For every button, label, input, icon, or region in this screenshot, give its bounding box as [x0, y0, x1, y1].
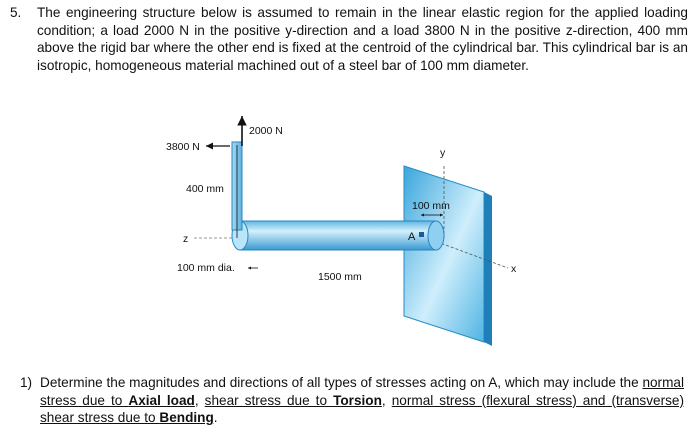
- question-block: [20, 374, 684, 427]
- rigid-arm: [232, 142, 242, 238]
- load-y-label: 2000 N: [249, 125, 283, 137]
- torsion-term: Torsion: [333, 392, 382, 408]
- problem-text: The engineering structure below is assumed to remain in the linear elastic region for the applied loading condition; a load 2000 N in the positive y-direction and a load 3800 N in the positive z-direction, 400 mm above the rigid bar where the other end is fixed at the centroid of the cylindrical bar. This cylindrical bar is an isotropic, homogeneous material machined out of a steel bar of 100 mm diameter.: [37, 5, 688, 73]
- fixed-wall: [404, 166, 492, 346]
- axial-stress-text: normal stress due to Axial load: [40, 375, 684, 408]
- question-intro: Determine the magnitudes and directions of all types of stresses acting on A, which may include the: [40, 375, 643, 390]
- axial-load-term: Axial load: [128, 392, 195, 408]
- point-a-label: A: [408, 231, 416, 243]
- bar-length-label: 1500 mm: [318, 271, 362, 283]
- z-axis-label: z: [183, 233, 189, 245]
- arm-height-label: 400 mm: [186, 183, 224, 195]
- bending-term: Bending: [159, 410, 214, 426]
- bar-diameter-label: 100 mm dia.: [177, 262, 235, 274]
- question-number: 1): [20, 375, 33, 390]
- torsion-stress-text: shear stress due to Torsion: [204, 392, 382, 408]
- point-a-marker: [419, 232, 424, 237]
- y-axis-label: y: [440, 147, 446, 159]
- load-z-label: 3800 N: [166, 141, 200, 153]
- question-text: Determine the magnitudes and directions of all types of stresses acting on A, which may include the normal stress due to Axial load, shear stress due to Torsion, normal stress (flexural stress) and (transverse) shear stress due to Bending.: [40, 375, 684, 426]
- problem-number: 5.: [10, 5, 22, 20]
- wall-dim-label: 100 mm: [412, 200, 450, 212]
- x-axis-label: x: [511, 263, 517, 275]
- bending-stress-text: normal stress (flexural stress) and (transverse) shear stress due to Bending: [40, 392, 684, 426]
